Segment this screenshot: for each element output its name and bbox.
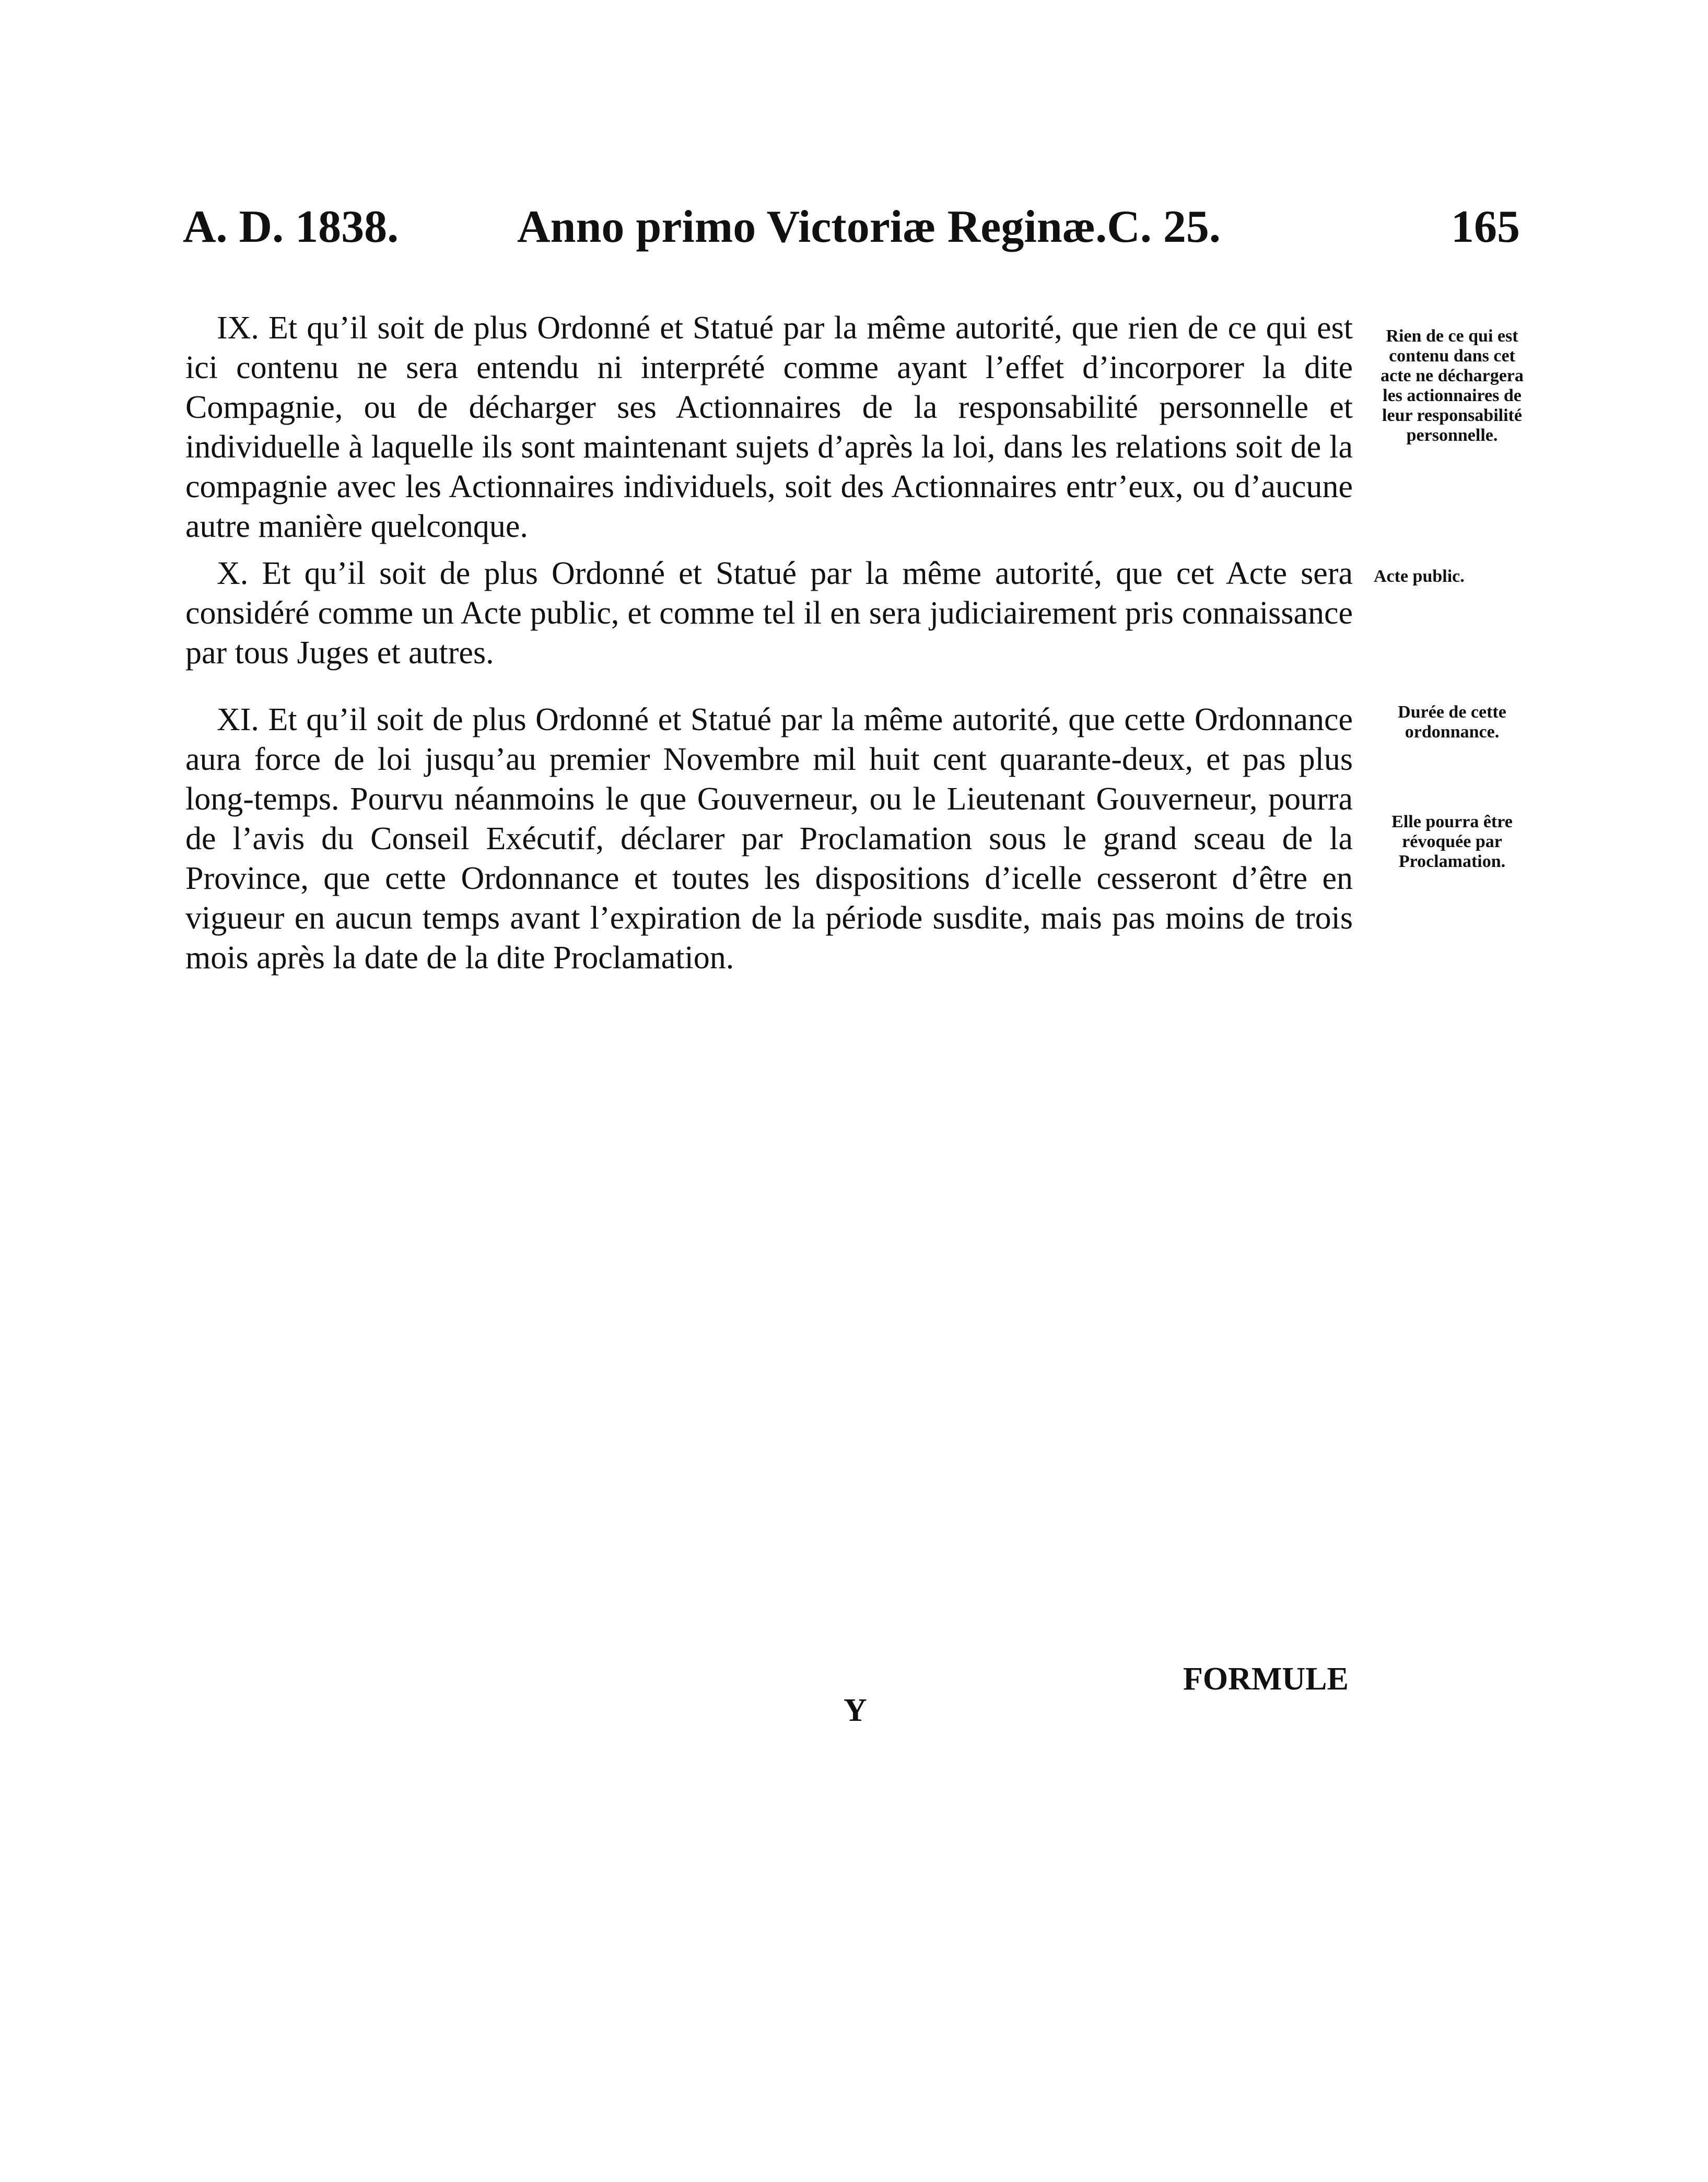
margin-note-xi-duration: Durée de cette ordonnance.	[1398, 702, 1506, 742]
section-xi	[185, 700, 1353, 978]
section-ix	[185, 308, 1353, 546]
header-year: A. D. 1838.	[183, 202, 399, 252]
section-xi-text: XI. Et qu’il soit de plus Ordonné et Statué par la même autorité, que cette Ordonnance aura force de loi jusqu’au premier Novembre mil huit cent quarante-deux, et pas plus long-temps. Pourvu néanmoins le que Gouverneur, ou le Lieutenant Gouverneur, pourra de l’avis du Conseil Exécutif, déclarer par Proclamation sous le grand sceau de la Province, que cette Ordonnance et toutes les dispositions d’icelle cesseront d’être en vigueur en aucun temps avant l’expiration de la période susdite, mais pas moins de trois mois après la date de la dite Proclamation.	[185, 702, 1353, 976]
signature-mark: Y	[844, 1693, 867, 1728]
section-x-text: X. Et qu’il soit de plus Ordonné et Statué par la même autorité, que cet Acte sera considéré comme un Acte public, et comme tel il en sera judiciairement pris connaissance par tous Juges et autres.	[185, 556, 1353, 671]
catchword: FORMULE	[1183, 1661, 1349, 1697]
page-number: 165	[1451, 202, 1520, 252]
margin-note-x: Acte public.	[1374, 567, 1465, 586]
section-x	[185, 554, 1353, 673]
margin-note-ix: Rien de ce qui est contenu dans cet acte ne déchargera les actionnaires de leur responsabilité personnelle.	[1381, 326, 1524, 445]
section-ix-text: IX. Et qu’il soit de plus Ordonné et Statué par la même autorité, que rien de ce qui est ici contenu ne sera entendu ni interprété comme ayant l’effet d’incorporer la dite Compagnie, ou de décharger ses Actionnaires de la responsabilité personnelle et individuelle à laquelle ils sont maintenant sujets d’après la loi, dans les relations soit de la compagnie avec les Actionnaires individuels, soit des Actionnaires entr’eux, ou d’aucune autre manière quelconque.	[185, 310, 1353, 544]
header-title: Anno primo Victoriæ Reginæ.C. 25.	[517, 202, 1221, 252]
margin-note-xi-revocation: Elle pourra être révoquée par Proclamation.	[1391, 812, 1513, 871]
page-header	[183, 198, 1520, 256]
